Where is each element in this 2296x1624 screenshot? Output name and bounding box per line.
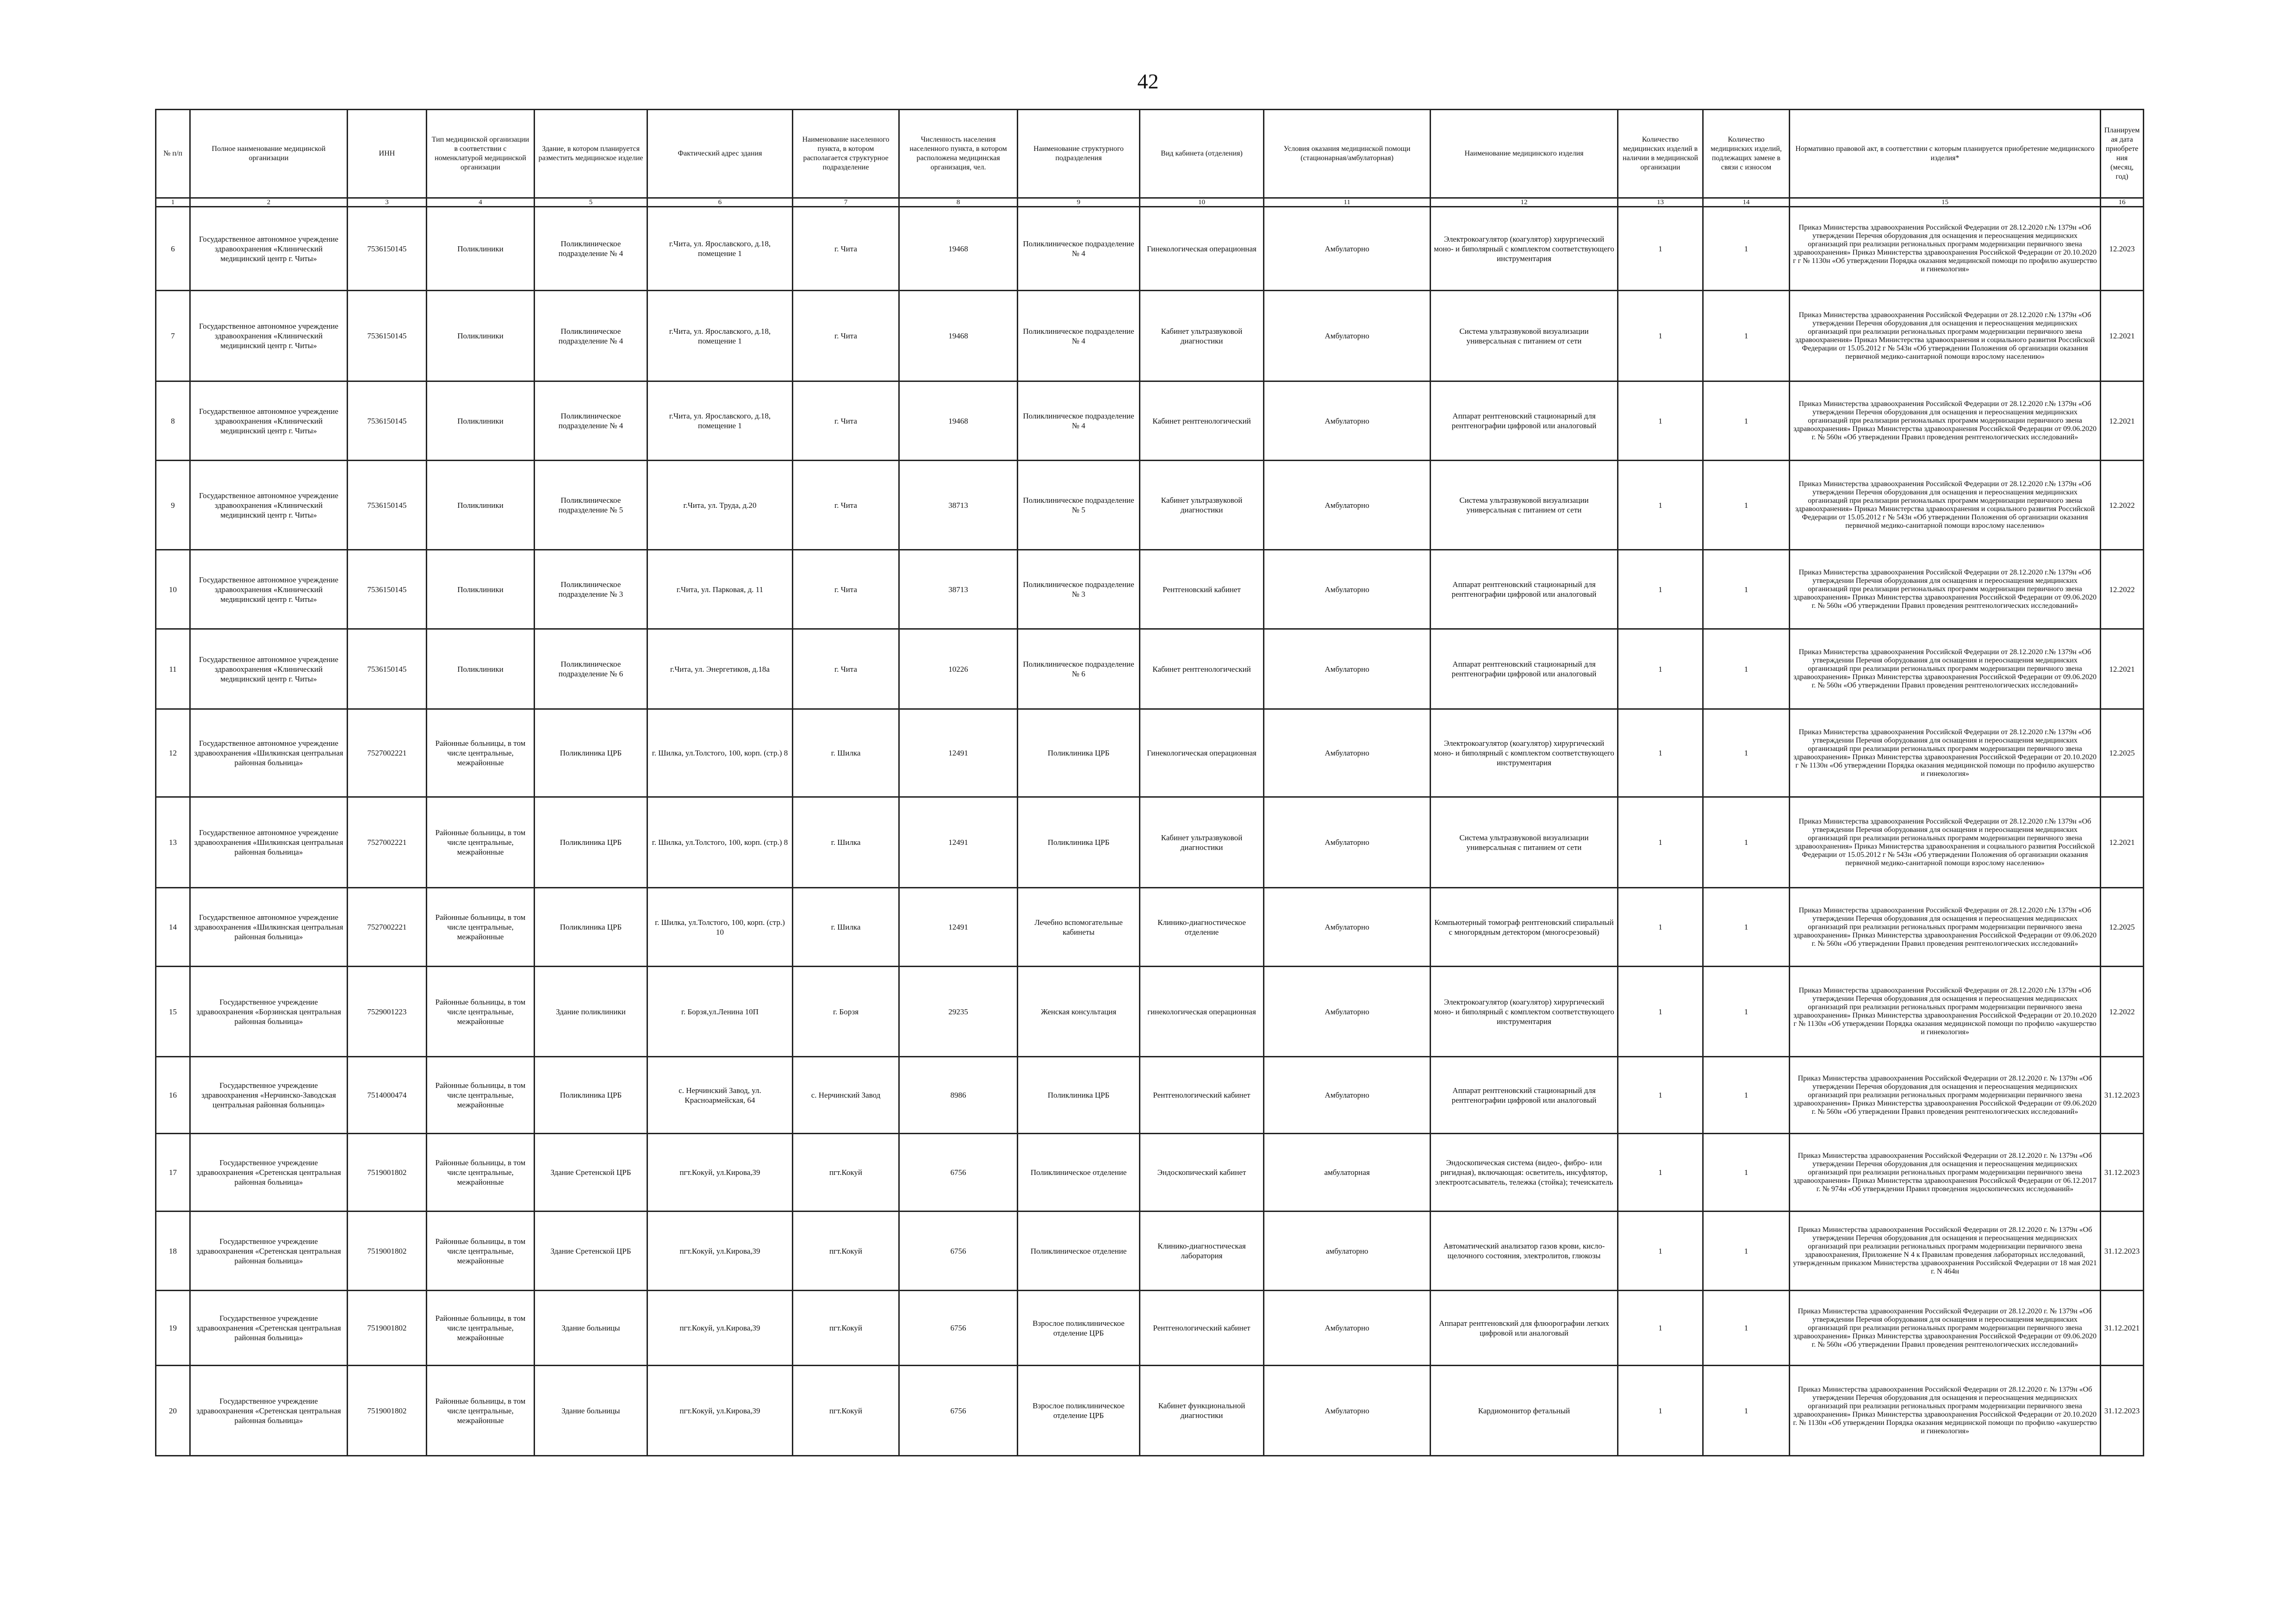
devices-to-replace-cell: 1 (1703, 291, 1790, 381)
devices-to-replace-cell: 1 (1703, 461, 1790, 550)
table-row (156, 207, 2144, 291)
devices-available-cell: 1 (1618, 207, 1703, 291)
devices-available-cell: 1 (1618, 1366, 1703, 1456)
cabinet-type-cell: Кабинет ультразвуковой диагностики (1140, 461, 1264, 550)
device-name-cell: Система ультразвуковой визуализации универсальная с питанием от сети (1431, 797, 1618, 888)
devices-to-replace-cell: 1 (1703, 1291, 1790, 1366)
devices-available-cell: 1 (1618, 967, 1703, 1057)
table-row (156, 550, 2144, 629)
page-number: 42 (1137, 69, 1159, 93)
subdivision-cell: Поликлиника ЦРБ (1018, 797, 1140, 888)
inn-cell: 7536150145 (348, 291, 427, 381)
care-conditions-cell: Амбулаторно (1264, 888, 1431, 967)
column-number: 15 (1790, 198, 2101, 207)
column-number-row (156, 198, 2144, 207)
header-cell: Наименование медицинского изделия (1431, 110, 1618, 198)
building-cell: Поликлиника ЦРБ (535, 709, 647, 797)
address-cell: г.Чита, ул. Ярославского, д.18, помещение 1 (647, 207, 793, 291)
address-cell: г. Шилка, ул.Толстого, 100, корп. (стр.) 8 (647, 709, 793, 797)
care-conditions-cell: Амбулаторно (1264, 797, 1431, 888)
locality-cell: г. Чита (793, 207, 899, 291)
legal-act-cell: Приказ Министерства здравоохранения Российской Федерации от 28.12.2020 г.№ 1379н «Об утверждении Перечня оборудования для оснащения и переоснащения медицинских организаций при реализации региональных программ модернизации первичного звена здравоохранения» Приказ Министерства здравоохранения и социального развития Российской Федерации от 15.05.2012 г № 543н «Об утверждении Положения об организации оказания первичной медико-санитарной помощи взрослому населению» (1790, 461, 2101, 550)
legal-act-cell: Приказ Министерства здравоохранения Российской Федерации от 28.12.2020 г. № 1379н «Об утверждении Перечня оборудования для оснащения и переоснащения медицинских организаций при реализации региональных программ модернизации первичного звена здравоохранения» Приказ Министерства здравоохранения Российской Федерации от 09.06.2020 г. № 560н «Об утверждении Правил проведения рентгенологических исследований» (1790, 1291, 2101, 1366)
inn-cell: 7519001802 (348, 1366, 427, 1456)
organization-name-cell: Государственное автономное учреждение здравоохранения «Шилкинская центральная районная больница» (190, 709, 348, 797)
subdivision-cell: Женская консультация (1018, 967, 1140, 1057)
cabinet-type-cell: Рентгеновский кабинет (1140, 550, 1264, 629)
cabinet-type-cell: Кабинет рентгенологический (1140, 629, 1264, 709)
row-number-cell: 19 (156, 1291, 190, 1366)
row-number-cell: 8 (156, 381, 190, 461)
care-conditions-cell: Амбулаторно (1264, 207, 1431, 291)
subdivision-cell: Поликлиническое подразделение № 4 (1018, 291, 1140, 381)
address-cell: пгт.Кокуй, ул.Кирова,39 (647, 1134, 793, 1212)
row-number-cell: 15 (156, 967, 190, 1057)
building-cell: Здание Сретенской ЦРБ (535, 1212, 647, 1291)
purchase-date-cell: 12.2022 (2101, 550, 2144, 629)
header-cell: Наименование структурного подразделения (1018, 110, 1140, 198)
column-number: 13 (1618, 198, 1703, 207)
cabinet-type-cell: гинекологическая операционная (1140, 967, 1264, 1057)
row-number-cell: 12 (156, 709, 190, 797)
header-cell: ИНН (348, 110, 427, 198)
population-cell: 29235 (899, 967, 1018, 1057)
care-conditions-cell: Амбулаторно (1264, 967, 1431, 1057)
legal-act-cell: Приказ Министерства здравоохранения Российской Федерации от 28.12.2020 г. № 1379н «Об утверждении Перечня оборудования для оснащения и переоснащения медицинских организаций при реализации региональных программ модернизации первичного звена здравоохранения» Приказ Министерства здравоохранения Российской Федерации от 06.12.2017 г. № 974н «Об утверждении Правил проведения эндоскопических исследований» (1790, 1134, 2101, 1212)
care-conditions-cell: амбулаторная (1264, 1134, 1431, 1212)
organization-type-cell: Районные больницы, в том числе центральные, межрайонные (427, 797, 535, 888)
building-cell: Поликлиническое подразделение № 3 (535, 550, 647, 629)
header-cell: Здание, в котором планируется разместить медицинское изделие (535, 110, 647, 198)
row-number-cell: 9 (156, 461, 190, 550)
device-name-cell: Эндоскопическая система (видео-, фибро- или ригидная), включающая: осветитель, инсуфлятор, электроотсасыватель, тележка (стойка); течеискатель (1431, 1134, 1618, 1212)
organization-type-cell: Поликлиники (427, 461, 535, 550)
row-number-cell: 11 (156, 629, 190, 709)
cabinet-type-cell: Кабинет ультразвуковой диагностики (1140, 291, 1264, 381)
inn-cell: 7519001802 (348, 1212, 427, 1291)
header-cell: Условия оказания медицинской помощи (стационарная/амбулаторная) (1264, 110, 1431, 198)
devices-to-replace-cell: 1 (1703, 797, 1790, 888)
column-number: 8 (899, 198, 1018, 207)
header-cell: Тип медицинской организации в соответствии с номенклатурой медицинской организации (427, 110, 535, 198)
legal-act-cell: Приказ Министерства здравоохранения Российской Федерации от 28.12.2020 г.№ 1379н «Об утверждении Перечня оборудования для оснащения и переоснащения медицинских организаций при реализации региональных программ модернизации первичного звена здравоохранения» Приказ Министерства здравоохранения Российской Федерации от 20.10.2020 г № 1130н «Об утверждении Порядка оказания медицинской помощи по профилю акушерство и гинекология» (1790, 709, 2101, 797)
subdivision-cell: Поликлиническое подразделение № 4 (1018, 207, 1140, 291)
organization-name-cell: Государственное автономное учреждение здравоохранения «Клинический медицинский центр г. Читы» (190, 629, 348, 709)
purchase-date-cell: 31.12.2021 (2101, 1291, 2144, 1366)
inn-cell: 7527002221 (348, 888, 427, 967)
building-cell: Поликлиническое подразделение № 4 (535, 207, 647, 291)
device-name-cell: Система ультразвуковой визуализации универсальная с питанием от сети (1431, 461, 1618, 550)
purchase-date-cell: 12.2021 (2101, 629, 2144, 709)
population-cell: 19468 (899, 291, 1018, 381)
address-cell: г. Шилка, ул.Толстого, 100, корп. (стр.) 10 (647, 888, 793, 967)
row-number-cell: 14 (156, 888, 190, 967)
purchase-date-cell: 12.2022 (2101, 461, 2144, 550)
legal-act-cell: Приказ Министерства здравоохранения Российской Федерации от 28.12.2020 г.№ 1379н «Об утверждении Перечня оборудования для оснащения и переоснащения медицинских организаций при реализации региональных программ модернизации первичного звена здравоохранения» Приказ Министерства здравоохранения Российской Федерации от 09.06.2020 г. № 560н «Об утверждении Правил проведения рентгенологических исследований» (1790, 550, 2101, 629)
organization-type-cell: Районные больницы, в том числе центральные, межрайонные (427, 888, 535, 967)
organization-name-cell: Государственное автономное учреждение здравоохранения «Клинический медицинский центр г. Читы» (190, 291, 348, 381)
purchase-date-cell: 31.12.2023 (2101, 1134, 2144, 1212)
purchase-date-cell: 31.12.2023 (2101, 1366, 2144, 1456)
locality-cell: пгт.Кокуй (793, 1134, 899, 1212)
subdivision-cell: Лечебно вспомогательные кабинеты (1018, 888, 1140, 967)
table-row (156, 291, 2144, 381)
devices-to-replace-cell: 1 (1703, 967, 1790, 1057)
legal-act-cell: Приказ Министерства здравоохранения Российской Федерации от 28.12.2020 г.№ 1379н «Об утверждении Перечня оборудования для оснащения и переоснащения медицинских организаций при реализации региональных программ модернизации первичного звена здравоохранения» Приказ Министерства здравоохранения Российской Федерации от 09.06.2020 г. № 560н «Об утверждении Правил проведения рентгенологических исследований» (1790, 888, 2101, 967)
column-number: 11 (1264, 198, 1431, 207)
purchase-date-cell: 12.2025 (2101, 709, 2144, 797)
organization-name-cell: Государственное автономное учреждение здравоохранения «Шилкинская центральная районная больница» (190, 888, 348, 967)
building-cell: Поликлиническое подразделение № 6 (535, 629, 647, 709)
devices-to-replace-cell: 1 (1703, 1057, 1790, 1134)
address-cell: пгт.Кокуй, ул.Кирова,39 (647, 1212, 793, 1291)
header-cell: Численность населения населенного пункта, в котором расположена медицинская организация, чел. (899, 110, 1018, 198)
legal-act-cell: Приказ Министерства здравоохранения Российской Федерации от 28.12.2020 г. № 1379н «Об утверждении Перечня оборудования для оснащения и переоснащения медицинских организаций при реализации региональных программ модернизации первичного звена здравоохранения, Приложение N 4 к Правилам проведения лабораторных исследований, утвержденным приказом Министерства здравоохранения Российской Федерации от 18 мая 2021 г. N 464н (1790, 1212, 2101, 1291)
organization-name-cell: Государственное автономное учреждение здравоохранения «Шилкинская центральная районная больница» (190, 797, 348, 888)
building-cell: Поликлиническое подразделение № 5 (535, 461, 647, 550)
table-row (156, 888, 2144, 967)
subdivision-cell: Поликлиническое подразделение № 3 (1018, 550, 1140, 629)
organization-name-cell: Государственное автономное учреждение здравоохранения «Клинический медицинский центр г. Читы» (190, 550, 348, 629)
device-name-cell: Аппарат рентгеновский стационарный для рентгенографии цифровой или аналоговый (1431, 1057, 1618, 1134)
devices-available-cell: 1 (1618, 461, 1703, 550)
care-conditions-cell: Амбулаторно (1264, 291, 1431, 381)
address-cell: г.Чита, ул. Парковая, д. 11 (647, 550, 793, 629)
organization-name-cell: Государственное учреждение здравоохранения «Сретенская центральная районная больница» (190, 1366, 348, 1456)
locality-cell: г. Чита (793, 461, 899, 550)
inn-cell: 7527002221 (348, 709, 427, 797)
device-name-cell: Электрокоагулятор (коагулятор) хирургический моно- и биполярный с комплектом соответствующего инструментария (1431, 709, 1618, 797)
devices-available-cell: 1 (1618, 550, 1703, 629)
row-number-cell: 16 (156, 1057, 190, 1134)
subdivision-cell: Поликлиническое отделение (1018, 1212, 1140, 1291)
devices-available-cell: 1 (1618, 1291, 1703, 1366)
column-number: 6 (647, 198, 793, 207)
header-cell: Количество медицинских изделий, подлежащих замене в связи с износом (1703, 110, 1790, 198)
subdivision-cell: Взрослое поликлиническое отделение ЦРБ (1018, 1366, 1140, 1456)
organization-name-cell: Государственное автономное учреждение здравоохранения «Клинический медицинский центр г. Читы» (190, 381, 348, 461)
organization-name-cell: Государственное учреждение здравоохранения «Сретенская центральная районная больница» (190, 1212, 348, 1291)
inn-cell: 7519001802 (348, 1291, 427, 1366)
population-cell: 38713 (899, 550, 1018, 629)
device-name-cell: Компьютерный томограф рентгеновский спиральный с многорядным детектором (многосрезовый) (1431, 888, 1618, 967)
device-name-cell: Аппарат рентгеновский стационарный для рентгенографии цифровой или аналоговый (1431, 550, 1618, 629)
column-number: 1 (156, 198, 190, 207)
table-row (156, 1212, 2144, 1291)
subdivision-cell: Поликлиническое отделение (1018, 1134, 1140, 1212)
population-cell: 6756 (899, 1291, 1018, 1366)
row-number-cell: 7 (156, 291, 190, 381)
devices-available-cell: 1 (1618, 797, 1703, 888)
header-cell: Планируемая дата приобретения (месяц, год) (2101, 110, 2144, 198)
address-cell: г.Чита, ул. Энергетиков, д.18а (647, 629, 793, 709)
care-conditions-cell: Амбулаторно (1264, 381, 1431, 461)
inn-cell: 7536150145 (348, 461, 427, 550)
column-number: 16 (2101, 198, 2144, 207)
address-cell: г.Чита, ул. Ярославского, д.18, помещение 1 (647, 381, 793, 461)
cabinet-type-cell: Гинекологическая операционная (1140, 207, 1264, 291)
column-number: 2 (190, 198, 348, 207)
locality-cell: пгт.Кокуй (793, 1212, 899, 1291)
devices-available-cell: 1 (1618, 709, 1703, 797)
building-cell: Поликлиника ЦРБ (535, 888, 647, 967)
building-cell: Здание больницы (535, 1291, 647, 1366)
header-row (156, 110, 2144, 198)
legal-act-cell: Приказ Министерства здравоохранения Российской Федерации от 28.12.2020 г.№ 1379н «Об утверждении Перечня оборудования для оснащения и переоснащения медицинских организаций при реализации региональных программ модернизации первичного звена здравоохранения» Приказ Министерства здравоохранения Российской Федерации от 09.06.2020 г. № 560н «Об утверждении Правил проведения рентгенологических исследований» (1790, 629, 2101, 709)
locality-cell: г. Шилка (793, 709, 899, 797)
locality-cell: г. Чита (793, 291, 899, 381)
address-cell: г. Борзя,ул.Ленина 10П (647, 967, 793, 1057)
care-conditions-cell: Амбулаторно (1264, 1057, 1431, 1134)
table-row (156, 797, 2144, 888)
row-number-cell: 6 (156, 207, 190, 291)
legal-act-cell: Приказ Министерства здравоохранения Российской Федерации от 28.12.2020 г. № 1379н «Об утверждении Перечня оборудования для оснащения и переоснащения медицинских организаций при реализации региональных программ модернизации первичного звена здравоохранения» Приказ Министерства здравоохранения Российской Федерации от 09.06.2020 г. № 560н «Об утверждении Правил проведения рентгенологических исследований» (1790, 1057, 2101, 1134)
subdivision-cell: Поликлиника ЦРБ (1018, 1057, 1140, 1134)
column-number: 14 (1703, 198, 1790, 207)
organization-type-cell: Поликлиники (427, 381, 535, 461)
header-cell: № п/п (156, 110, 190, 198)
population-cell: 12491 (899, 709, 1018, 797)
inn-cell: 7514000474 (348, 1057, 427, 1134)
purchase-date-cell: 12.2021 (2101, 381, 2144, 461)
cabinet-type-cell: Эндоскопический кабинет (1140, 1134, 1264, 1212)
column-number: 9 (1018, 198, 1140, 207)
inn-cell: 7536150145 (348, 629, 427, 709)
table-row (156, 1366, 2144, 1456)
subdivision-cell: Поликлиническое подразделение № 4 (1018, 381, 1140, 461)
address-cell: г.Чита, ул. Труда, д.20 (647, 461, 793, 550)
legal-act-cell: Приказ Министерства здравоохранения Российской Федерации от 28.12.2020 г.№ 1379н «Об утверждении Перечня оборудования для оснащения и переоснащения медицинских организаций при реализации региональных программ модернизации первичного звена здравоохранения» Приказ Министерства здравоохранения и социального развития Российской Федерации от 15.05.2012 г № 543н «Об утверждении Положения об организации оказания первичной медико-санитарной помощи взрослому населению» (1790, 797, 2101, 888)
purchase-date-cell: 12.2022 (2101, 967, 2144, 1057)
header-cell: Вид кабинета (отделения) (1140, 110, 1264, 198)
inn-cell: 7536150145 (348, 550, 427, 629)
table-row (156, 629, 2144, 709)
organization-type-cell: Районные больницы, в том числе центральные, межрайонные (427, 1291, 535, 1366)
locality-cell: г. Шилка (793, 888, 899, 967)
building-cell: Здание Сретенской ЦРБ (535, 1134, 647, 1212)
organization-name-cell: Государственное автономное учреждение здравоохранения «Клинический медицинский центр г. Читы» (190, 207, 348, 291)
care-conditions-cell: Амбулаторно (1264, 461, 1431, 550)
cabinet-type-cell: Гинекологическая операционная (1140, 709, 1264, 797)
locality-cell: г. Борзя (793, 967, 899, 1057)
purchase-date-cell: 12.2021 (2101, 797, 2144, 888)
column-number: 4 (427, 198, 535, 207)
care-conditions-cell: Амбулаторно (1264, 709, 1431, 797)
equipment-table (155, 109, 2144, 1456)
address-cell: с. Нерчинский Завод, ул. Красноармейская, 64 (647, 1057, 793, 1134)
legal-act-cell: Приказ Министерства здравоохранения Российской Федерации от 28.12.2020 г.№ 1379н «Об утверждении Перечня оборудования для оснащения и переоснащения медицинских организаций при реализации региональных программ модернизации первичного звена здравоохранения» Приказ Министерства здравоохранения Российской Федерации от 20.10.2020 г г № 1130н «Об утверждении Порядка оказания медицинской помощи по профилю акушерство и гинекология» (1790, 207, 2101, 291)
organization-type-cell: Поликлиники (427, 629, 535, 709)
purchase-date-cell: 31.12.2023 (2101, 1057, 2144, 1134)
devices-available-cell: 1 (1618, 1134, 1703, 1212)
devices-to-replace-cell: 1 (1703, 381, 1790, 461)
building-cell: Поликлиническое подразделение № 4 (535, 381, 647, 461)
organization-name-cell: Государственное учреждение здравоохранения «Нерчинско-Заводская центральная районная больница» (190, 1057, 348, 1134)
subdivision-cell: Взрослое поликлиническое отделение ЦРБ (1018, 1291, 1140, 1366)
column-number: 7 (793, 198, 899, 207)
subdivision-cell: Поликлиническое подразделение № 6 (1018, 629, 1140, 709)
building-cell: Поликлиника ЦРБ (535, 1057, 647, 1134)
legal-act-cell: Приказ Министерства здравоохранения Российской Федерации от 28.12.2020 г. № 1379н «Об утверждении Перечня оборудования для оснащения и переоснащения медицинских организаций при реализации региональных программ модернизации первичного звена здравоохранения» Приказ Министерства здравоохранения Российской Федерации от 20.10.2020 г. № 1130н «Об утверждении Порядка оказания медицинской помощи по профилю «акушерство и гинекология» (1790, 1366, 2101, 1456)
population-cell: 6756 (899, 1212, 1018, 1291)
row-number-cell: 13 (156, 797, 190, 888)
population-cell: 38713 (899, 461, 1018, 550)
header-cell: Наименование населенного пункта, в котором располагается структурное подразделение (793, 110, 899, 198)
device-name-cell: Аппарат рентгеновский для флюорографии легких цифровой или аналоговый (1431, 1291, 1618, 1366)
table-row (156, 1134, 2144, 1212)
header-cell: Полное наименование медицинской организации (190, 110, 348, 198)
devices-to-replace-cell: 1 (1703, 1134, 1790, 1212)
row-number-cell: 20 (156, 1366, 190, 1456)
header-cell: Количество медицинских изделий в наличии в медицинской организации (1618, 110, 1703, 198)
cabinet-type-cell: Кабинет рентгенологический (1140, 381, 1264, 461)
devices-available-cell: 1 (1618, 629, 1703, 709)
care-conditions-cell: Амбулаторно (1264, 1291, 1431, 1366)
legal-act-cell: Приказ Министерства здравоохранения Российской Федерации от 28.12.2020 г.№ 1379н «Об утверждении Перечня оборудования для оснащения и переоснащения медицинских организаций при реализации региональных программ модернизации первичного звена здравоохранения» Приказ Министерства здравоохранения и социального развития Российской Федерации от 15.05.2012 г № 543н «Об утверждении Положения об организации оказания первичной медико-санитарной помощи взрослому населению» (1790, 291, 2101, 381)
building-cell: Поликлиника ЦРБ (535, 797, 647, 888)
cabinet-type-cell: Клинико-диагностическая лаборатория (1140, 1212, 1264, 1291)
subdivision-cell: Поликлиническое подразделение № 5 (1018, 461, 1140, 550)
organization-name-cell: Государственное учреждение здравоохранения «Сретенская центральная районная больница» (190, 1134, 348, 1212)
cabinet-type-cell: Клинико-диагностическое отделение (1140, 888, 1264, 967)
organization-type-cell: Районные больницы, в том числе центральные, межрайонные (427, 709, 535, 797)
care-conditions-cell: Амбулаторно (1264, 550, 1431, 629)
organization-type-cell: Районные больницы, в том числе центральные, межрайонные (427, 1212, 535, 1291)
organization-name-cell: Государственное автономное учреждение здравоохранения «Клинический медицинский центр г. Читы» (190, 461, 348, 550)
cabinet-type-cell: Рентгенологический кабинет (1140, 1057, 1264, 1134)
address-cell: пгт.Кокуй, ул.Кирова,39 (647, 1291, 793, 1366)
organization-type-cell: Районные больницы, в том числе центральные, межрайонные (427, 1057, 535, 1134)
locality-cell: г. Чита (793, 550, 899, 629)
cabinet-type-cell: Кабинет функциональной диагностики (1140, 1366, 1264, 1456)
locality-cell: г. Чита (793, 629, 899, 709)
legal-act-cell: Приказ Министерства здравоохранения Российской Федерации от 28.12.2020 г.№ 1379н «Об утверждении Перечня оборудования для оснащения и переоснащения медицинских организаций при реализации региональных программ модернизации первичного звена здравоохранения» Приказ Министерства здравоохранения Российской Федерации от 20.10.2020 г № 1130н «Об утверждении Порядка оказания медицинской помощи по профилю «акушерство и гинекология» (1790, 967, 2101, 1057)
organization-type-cell: Районные больницы, в том числе центральные, межрайонные (427, 1134, 535, 1212)
care-conditions-cell: амбулаторно (1264, 1212, 1431, 1291)
column-number: 10 (1140, 198, 1264, 207)
devices-available-cell: 1 (1618, 1057, 1703, 1134)
device-name-cell: Электрокоагулятор (коагулятор) хирургический моно- и биполярный с комплектом соответствующего инструментария (1431, 207, 1618, 291)
devices-to-replace-cell: 1 (1703, 1212, 1790, 1291)
purchase-date-cell: 12.2021 (2101, 291, 2144, 381)
devices-available-cell: 1 (1618, 291, 1703, 381)
devices-to-replace-cell: 1 (1703, 709, 1790, 797)
device-name-cell: Кардиомонитор фетальный (1431, 1366, 1618, 1456)
organization-name-cell: Государственное учреждение здравоохранения «Сретенская центральная районная больница» (190, 1291, 348, 1366)
header-cell: Нормативно правовой акт, в соответствии с которым планируется приобретение медицинского изделия* (1790, 110, 2101, 198)
locality-cell: г. Чита (793, 381, 899, 461)
header-cell: Фактический адрес здания (647, 110, 793, 198)
address-cell: г. Шилка, ул.Толстого, 100, корп. (стр.) 8 (647, 797, 793, 888)
row-number-cell: 10 (156, 550, 190, 629)
organization-type-cell: Районные больницы, в том числе центральные, межрайонные (427, 1366, 535, 1456)
row-number-cell: 18 (156, 1212, 190, 1291)
inn-cell: 7519001802 (348, 1134, 427, 1212)
table-body (156, 207, 2144, 1456)
inn-cell: 7527002221 (348, 797, 427, 888)
inn-cell: 7536150145 (348, 207, 427, 291)
locality-cell: пгт.Кокуй (793, 1291, 899, 1366)
organization-type-cell: Поликлиники (427, 207, 535, 291)
devices-to-replace-cell: 1 (1703, 1366, 1790, 1456)
organization-name-cell: Государственное учреждение здравоохранения «Борзинская центральная районная больница» (190, 967, 348, 1057)
population-cell: 6756 (899, 1134, 1018, 1212)
device-name-cell: Электрокоагулятор (коагулятор) хирургический моно- и биполярный с комплектом соответствующего инструментария (1431, 967, 1618, 1057)
device-name-cell: Система ультразвуковой визуализации универсальная с питанием от сети (1431, 291, 1618, 381)
organization-type-cell: Поликлиники (427, 291, 535, 381)
population-cell: 19468 (899, 207, 1018, 291)
devices-to-replace-cell: 1 (1703, 550, 1790, 629)
devices-to-replace-cell: 1 (1703, 888, 1790, 967)
devices-available-cell: 1 (1618, 888, 1703, 967)
table-row (156, 381, 2144, 461)
purchase-date-cell: 12.2023 (2101, 207, 2144, 291)
locality-cell: с. Нерчинский Завод (793, 1057, 899, 1134)
population-cell: 12491 (899, 797, 1018, 888)
inn-cell: 7536150145 (348, 381, 427, 461)
table-row (156, 967, 2144, 1057)
purchase-date-cell: 31.12.2023 (2101, 1212, 2144, 1291)
cabinet-type-cell: Кабинет ультразвуковой диагностики (1140, 797, 1264, 888)
device-name-cell: Аппарат рентгеновский стационарный для рентгенографии цифровой или аналоговый (1431, 381, 1618, 461)
care-conditions-cell: Амбулаторно (1264, 629, 1431, 709)
purchase-date-cell: 12.2025 (2101, 888, 2144, 967)
population-cell: 19468 (899, 381, 1018, 461)
devices-to-replace-cell: 1 (1703, 629, 1790, 709)
device-name-cell: Аппарат рентгеновский стационарный для рентгенографии цифровой или аналоговый (1431, 629, 1618, 709)
organization-type-cell: Поликлиники (427, 550, 535, 629)
column-number: 12 (1431, 198, 1618, 207)
locality-cell: пгт.Кокуй (793, 1366, 899, 1456)
cabinet-type-cell: Рентгенологический кабинет (1140, 1291, 1264, 1366)
population-cell: 10226 (899, 629, 1018, 709)
column-number: 3 (348, 198, 427, 207)
inn-cell: 7529001223 (348, 967, 427, 1057)
column-number: 5 (535, 198, 647, 207)
building-cell: Здание поликлиники (535, 967, 647, 1057)
organization-type-cell: Районные больницы, в том числе центральные, межрайонные (427, 967, 535, 1057)
row-number-cell: 17 (156, 1134, 190, 1212)
table-row (156, 461, 2144, 550)
address-cell: пгт.Кокуй, ул.Кирова,39 (647, 1366, 793, 1456)
table-row (156, 1057, 2144, 1134)
population-cell: 8986 (899, 1057, 1018, 1134)
legal-act-cell: Приказ Министерства здравоохранения Российской Федерации от 28.12.2020 г.№ 1379н «Об утверждении Перечня оборудования для оснащения и переоснащения медицинских организаций при реализации региональных программ модернизации первичного звена здравоохранения» Приказ Министерства здравоохранения Российской Федерации от 09.06.2020 г. № 560н «Об утверждении Правил проведения рентгенологических исследований» (1790, 381, 2101, 461)
table-row (156, 1291, 2144, 1366)
devices-available-cell: 1 (1618, 381, 1703, 461)
devices-to-replace-cell: 1 (1703, 207, 1790, 291)
subdivision-cell: Поликлиника ЦРБ (1018, 709, 1140, 797)
address-cell: г.Чита, ул. Ярославского, д.18, помещение 1 (647, 291, 793, 381)
population-cell: 12491 (899, 888, 1018, 967)
table-row (156, 709, 2144, 797)
devices-available-cell: 1 (1618, 1212, 1703, 1291)
locality-cell: г. Шилка (793, 797, 899, 888)
population-cell: 6756 (899, 1366, 1018, 1456)
building-cell: Здание больницы (535, 1366, 647, 1456)
building-cell: Поликлиническое подразделение № 4 (535, 291, 647, 381)
device-name-cell: Автоматический анализатор газов крови, кисло-щелочного состояния, электролитов, глюкозы (1431, 1212, 1618, 1291)
care-conditions-cell: Амбулаторно (1264, 1366, 1431, 1456)
